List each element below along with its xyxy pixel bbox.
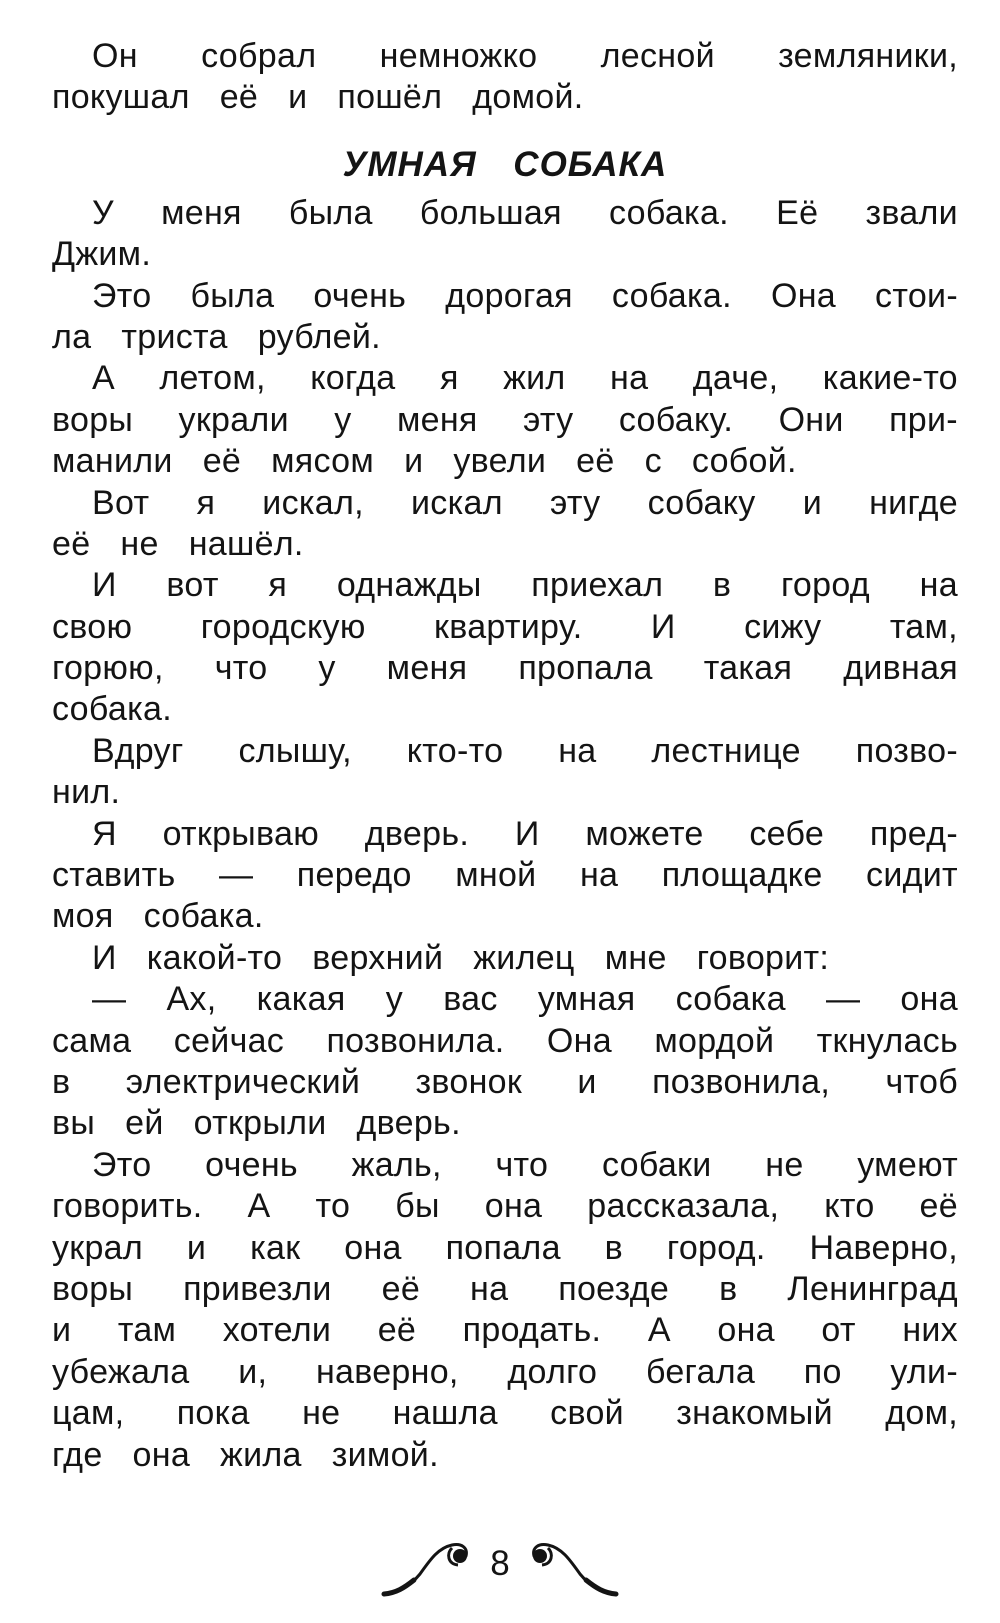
word: какая bbox=[256, 980, 346, 1019]
word: Её bbox=[776, 193, 819, 232]
word: нил. bbox=[52, 773, 121, 812]
word: и bbox=[404, 442, 424, 481]
word: поезде bbox=[558, 1269, 670, 1308]
word: воры bbox=[52, 1269, 134, 1308]
word: знакомый bbox=[676, 1394, 833, 1433]
word: собой. bbox=[691, 442, 797, 481]
word: сидит bbox=[866, 856, 958, 895]
word: пока bbox=[176, 1394, 250, 1433]
word: зимой. bbox=[331, 1435, 439, 1474]
word: сейчас bbox=[173, 1021, 285, 1060]
word: немножко bbox=[379, 37, 538, 75]
word: и, bbox=[238, 1352, 268, 1391]
word: какие-то bbox=[822, 359, 958, 398]
word: приехал bbox=[531, 566, 664, 605]
word: привезли bbox=[183, 1269, 332, 1308]
word: сама bbox=[52, 1021, 132, 1060]
text-line bbox=[52, 565, 958, 606]
word: нашёл. bbox=[188, 524, 304, 563]
word: А bbox=[647, 1311, 671, 1350]
word: ла bbox=[52, 317, 92, 356]
word: Вдруг bbox=[92, 731, 184, 770]
word: её bbox=[219, 78, 259, 117]
word: вот bbox=[166, 566, 219, 605]
text-line bbox=[52, 400, 958, 441]
paragraph bbox=[52, 276, 958, 359]
word: собрал bbox=[201, 37, 317, 75]
text-line bbox=[52, 648, 958, 689]
word: манили bbox=[52, 442, 173, 481]
word: лесной bbox=[600, 37, 715, 75]
word: очень bbox=[313, 276, 407, 315]
text-line bbox=[52, 689, 958, 730]
paragraph bbox=[52, 358, 958, 482]
word: по bbox=[803, 1352, 842, 1391]
word: какой-то bbox=[146, 938, 283, 977]
word: искал, bbox=[262, 483, 364, 522]
word: город. bbox=[666, 1228, 766, 1267]
text-line bbox=[52, 77, 958, 118]
word: её bbox=[377, 1311, 417, 1350]
word: них bbox=[902, 1311, 958, 1350]
text-line bbox=[52, 1062, 958, 1103]
word: меня bbox=[396, 400, 478, 439]
word: позвонила, bbox=[652, 1062, 831, 1101]
paragraph bbox=[52, 731, 958, 814]
word: Это bbox=[92, 276, 152, 315]
word: ткнулась bbox=[816, 1021, 958, 1060]
text-line bbox=[52, 1352, 958, 1393]
intro-paragraph bbox=[52, 36, 958, 119]
word: мордой bbox=[654, 1021, 775, 1060]
paragraph bbox=[52, 193, 958, 276]
word: площадке bbox=[661, 856, 823, 895]
word: жаль, bbox=[351, 1145, 442, 1184]
word: вы bbox=[52, 1104, 96, 1143]
word: триста bbox=[121, 317, 228, 356]
word: домой. bbox=[472, 78, 584, 117]
word: дом, bbox=[885, 1394, 958, 1433]
word: она bbox=[900, 980, 958, 1019]
text-line bbox=[52, 814, 958, 855]
word: мной bbox=[455, 856, 537, 895]
word: лестнице bbox=[651, 731, 801, 770]
word: Они bbox=[778, 400, 844, 439]
word: дорогая bbox=[445, 276, 573, 315]
paragraph bbox=[52, 979, 958, 1145]
text-line bbox=[52, 1145, 958, 1186]
word: на bbox=[579, 856, 619, 895]
word: стои- bbox=[875, 276, 958, 315]
text-line bbox=[52, 1310, 958, 1351]
word: что bbox=[495, 1145, 549, 1184]
word: была bbox=[288, 193, 373, 232]
word: электрический bbox=[125, 1062, 361, 1101]
word: рассказала, bbox=[587, 1187, 780, 1226]
text-line bbox=[52, 1269, 958, 1310]
text-line bbox=[52, 36, 958, 77]
word: в bbox=[712, 566, 732, 605]
word: говорит: bbox=[696, 938, 830, 977]
word: собака. bbox=[143, 897, 264, 936]
word: — bbox=[825, 980, 861, 1019]
word: не bbox=[302, 1394, 341, 1433]
text-line bbox=[52, 855, 958, 896]
word: И bbox=[650, 607, 676, 646]
word: её bbox=[52, 524, 91, 563]
word: городскую bbox=[200, 607, 366, 646]
text-line bbox=[52, 1103, 958, 1144]
word: моя bbox=[52, 897, 114, 936]
word: эту bbox=[523, 400, 574, 439]
word: ули- bbox=[890, 1352, 958, 1391]
word: её bbox=[576, 442, 615, 481]
word: у bbox=[385, 980, 404, 1019]
word: очень bbox=[205, 1145, 298, 1184]
word: звонок bbox=[415, 1062, 523, 1101]
word: собака. bbox=[52, 690, 172, 729]
word: У bbox=[92, 193, 114, 232]
word: продать. bbox=[462, 1311, 602, 1350]
word: А bbox=[92, 359, 115, 398]
word: с bbox=[644, 442, 662, 481]
word: в bbox=[604, 1228, 624, 1267]
word: себе bbox=[749, 814, 825, 853]
word: на bbox=[610, 359, 649, 398]
word: на bbox=[919, 566, 958, 605]
word: ей bbox=[125, 1104, 164, 1143]
word: собаку. bbox=[618, 400, 734, 439]
story-body bbox=[52, 193, 958, 1476]
paragraph bbox=[52, 36, 958, 119]
word: у bbox=[318, 649, 336, 688]
page-content bbox=[52, 36, 958, 1476]
word: искал bbox=[411, 483, 503, 522]
text-line bbox=[52, 193, 958, 234]
word: её bbox=[381, 1269, 421, 1308]
word: свою bbox=[52, 607, 133, 646]
word: её bbox=[919, 1187, 958, 1226]
word: передо bbox=[296, 856, 412, 895]
word: от bbox=[821, 1311, 856, 1350]
word: меня bbox=[386, 649, 468, 688]
word: увели bbox=[453, 442, 547, 481]
word: слышу, bbox=[238, 731, 352, 770]
text-line bbox=[52, 524, 958, 565]
word: Вот bbox=[92, 483, 150, 522]
word: дверь. bbox=[356, 1104, 461, 1143]
word: там bbox=[117, 1311, 177, 1350]
text-line bbox=[52, 979, 958, 1020]
text-line bbox=[52, 1435, 958, 1476]
word: позвонила. bbox=[326, 1021, 505, 1060]
word: И bbox=[92, 566, 117, 605]
word: меня bbox=[161, 193, 242, 232]
word: она bbox=[132, 1435, 191, 1474]
word: жилец bbox=[473, 938, 575, 977]
word: — bbox=[219, 856, 254, 895]
word: умная bbox=[537, 980, 636, 1019]
word: я bbox=[268, 566, 288, 605]
word: цам, bbox=[52, 1394, 125, 1433]
text-line bbox=[52, 358, 958, 399]
word: воры bbox=[52, 400, 134, 439]
page-footer bbox=[380, 1536, 620, 1600]
word: бегала bbox=[645, 1352, 756, 1391]
word: мне bbox=[604, 938, 667, 977]
word: в bbox=[52, 1062, 71, 1101]
word: квартиру. bbox=[434, 607, 583, 646]
word: и bbox=[802, 483, 822, 522]
word: эту bbox=[550, 483, 601, 522]
word: Он bbox=[92, 37, 138, 75]
paragraph bbox=[52, 814, 958, 938]
word: Я bbox=[92, 814, 117, 853]
text-line bbox=[52, 483, 958, 524]
word: на bbox=[470, 1269, 509, 1308]
word: горюю, bbox=[52, 649, 164, 688]
word: земляники, bbox=[778, 37, 958, 75]
word: покушал bbox=[52, 78, 190, 117]
paragraph bbox=[52, 483, 958, 566]
word: собаки bbox=[601, 1145, 712, 1184]
word: дивная bbox=[843, 649, 958, 688]
word: собака. bbox=[608, 193, 729, 232]
word: кто-то bbox=[406, 731, 504, 770]
word: она bbox=[717, 1311, 775, 1350]
word: Наверно, bbox=[809, 1228, 958, 1267]
word: Это bbox=[92, 1145, 152, 1184]
word: нигде bbox=[869, 483, 958, 522]
word: — bbox=[92, 980, 127, 1019]
word: бы bbox=[395, 1187, 440, 1226]
word: Она bbox=[546, 1021, 612, 1060]
word: где bbox=[52, 1435, 103, 1474]
word: пред- bbox=[869, 814, 958, 853]
word: позво- bbox=[855, 731, 958, 770]
text-line bbox=[52, 317, 958, 358]
text-line bbox=[52, 938, 958, 979]
word: жил bbox=[503, 359, 566, 398]
word: когда bbox=[310, 359, 396, 398]
word: верхний bbox=[312, 938, 444, 977]
word: она bbox=[344, 1228, 402, 1267]
word: дверь. bbox=[364, 814, 470, 853]
word: жила bbox=[220, 1435, 302, 1474]
word: летом, bbox=[159, 359, 266, 398]
word: не bbox=[765, 1145, 804, 1184]
text-line bbox=[52, 1393, 958, 1434]
word: была bbox=[190, 276, 275, 315]
word: однажды bbox=[336, 566, 482, 605]
word: Ах, bbox=[166, 980, 217, 1019]
story-title: УМНАЯ СОБАКА bbox=[342, 144, 668, 184]
text-line bbox=[52, 772, 958, 813]
word: у bbox=[334, 400, 352, 439]
page-number: 8 bbox=[490, 1544, 510, 1583]
word: пошёл bbox=[337, 78, 443, 117]
word: ставить bbox=[52, 856, 176, 895]
word: свой bbox=[550, 1394, 624, 1433]
word: Ленинград bbox=[787, 1269, 958, 1308]
word: собака bbox=[675, 980, 786, 1019]
word: убежала bbox=[52, 1352, 190, 1391]
word: даче, bbox=[692, 359, 779, 398]
text-line bbox=[52, 731, 958, 772]
word: такая bbox=[703, 649, 793, 688]
paragraph bbox=[52, 565, 958, 731]
word: мясом bbox=[271, 442, 375, 481]
word: открываю bbox=[162, 814, 320, 853]
word: я bbox=[196, 483, 216, 522]
text-line bbox=[52, 1228, 958, 1269]
word: украл bbox=[52, 1228, 144, 1267]
word: город bbox=[780, 566, 870, 605]
word: я bbox=[439, 359, 459, 398]
word: Джим. bbox=[52, 235, 152, 274]
word: сижу bbox=[744, 607, 822, 646]
word: чтоб bbox=[885, 1062, 958, 1101]
word: умеют bbox=[857, 1145, 958, 1184]
text-line bbox=[52, 896, 958, 937]
paragraph bbox=[52, 938, 958, 979]
word: собака. bbox=[611, 276, 732, 315]
word: И bbox=[92, 938, 117, 977]
word: она bbox=[484, 1187, 543, 1226]
word: говорить. bbox=[52, 1187, 203, 1226]
word: что bbox=[214, 649, 268, 688]
word: можете bbox=[585, 814, 704, 853]
word: нашла bbox=[392, 1394, 498, 1433]
word: открыли bbox=[193, 1104, 327, 1143]
word: Она bbox=[770, 276, 836, 315]
text-line bbox=[52, 1021, 958, 1062]
word: большая bbox=[419, 193, 562, 232]
word: её bbox=[202, 442, 242, 481]
word: наверно, bbox=[315, 1352, 459, 1391]
word: собаку bbox=[647, 483, 756, 522]
word: пропала bbox=[518, 649, 653, 688]
word: попала bbox=[445, 1228, 561, 1267]
word: хотели bbox=[222, 1311, 332, 1350]
word: долго bbox=[507, 1352, 598, 1391]
word: И bbox=[514, 814, 540, 853]
word: как bbox=[250, 1228, 301, 1267]
word: на bbox=[558, 731, 597, 770]
text-line bbox=[52, 607, 958, 648]
word: в bbox=[719, 1269, 738, 1308]
text-line bbox=[52, 441, 958, 482]
word: там, bbox=[889, 607, 958, 646]
word: украли bbox=[178, 400, 289, 439]
word: при- bbox=[889, 400, 958, 439]
word: и bbox=[52, 1311, 72, 1350]
word: А bbox=[247, 1187, 271, 1226]
word: не bbox=[120, 524, 159, 563]
word: вас bbox=[443, 980, 498, 1019]
word: и bbox=[186, 1228, 207, 1267]
text-line bbox=[52, 234, 958, 275]
word: то bbox=[315, 1187, 351, 1226]
word: рублей. bbox=[257, 317, 381, 356]
text-line bbox=[52, 1186, 958, 1227]
word: звали bbox=[865, 193, 958, 232]
paragraph bbox=[52, 1145, 958, 1476]
text-line bbox=[52, 276, 958, 317]
word: и bbox=[288, 78, 308, 117]
word: кто bbox=[824, 1187, 875, 1226]
word: и bbox=[577, 1062, 597, 1101]
